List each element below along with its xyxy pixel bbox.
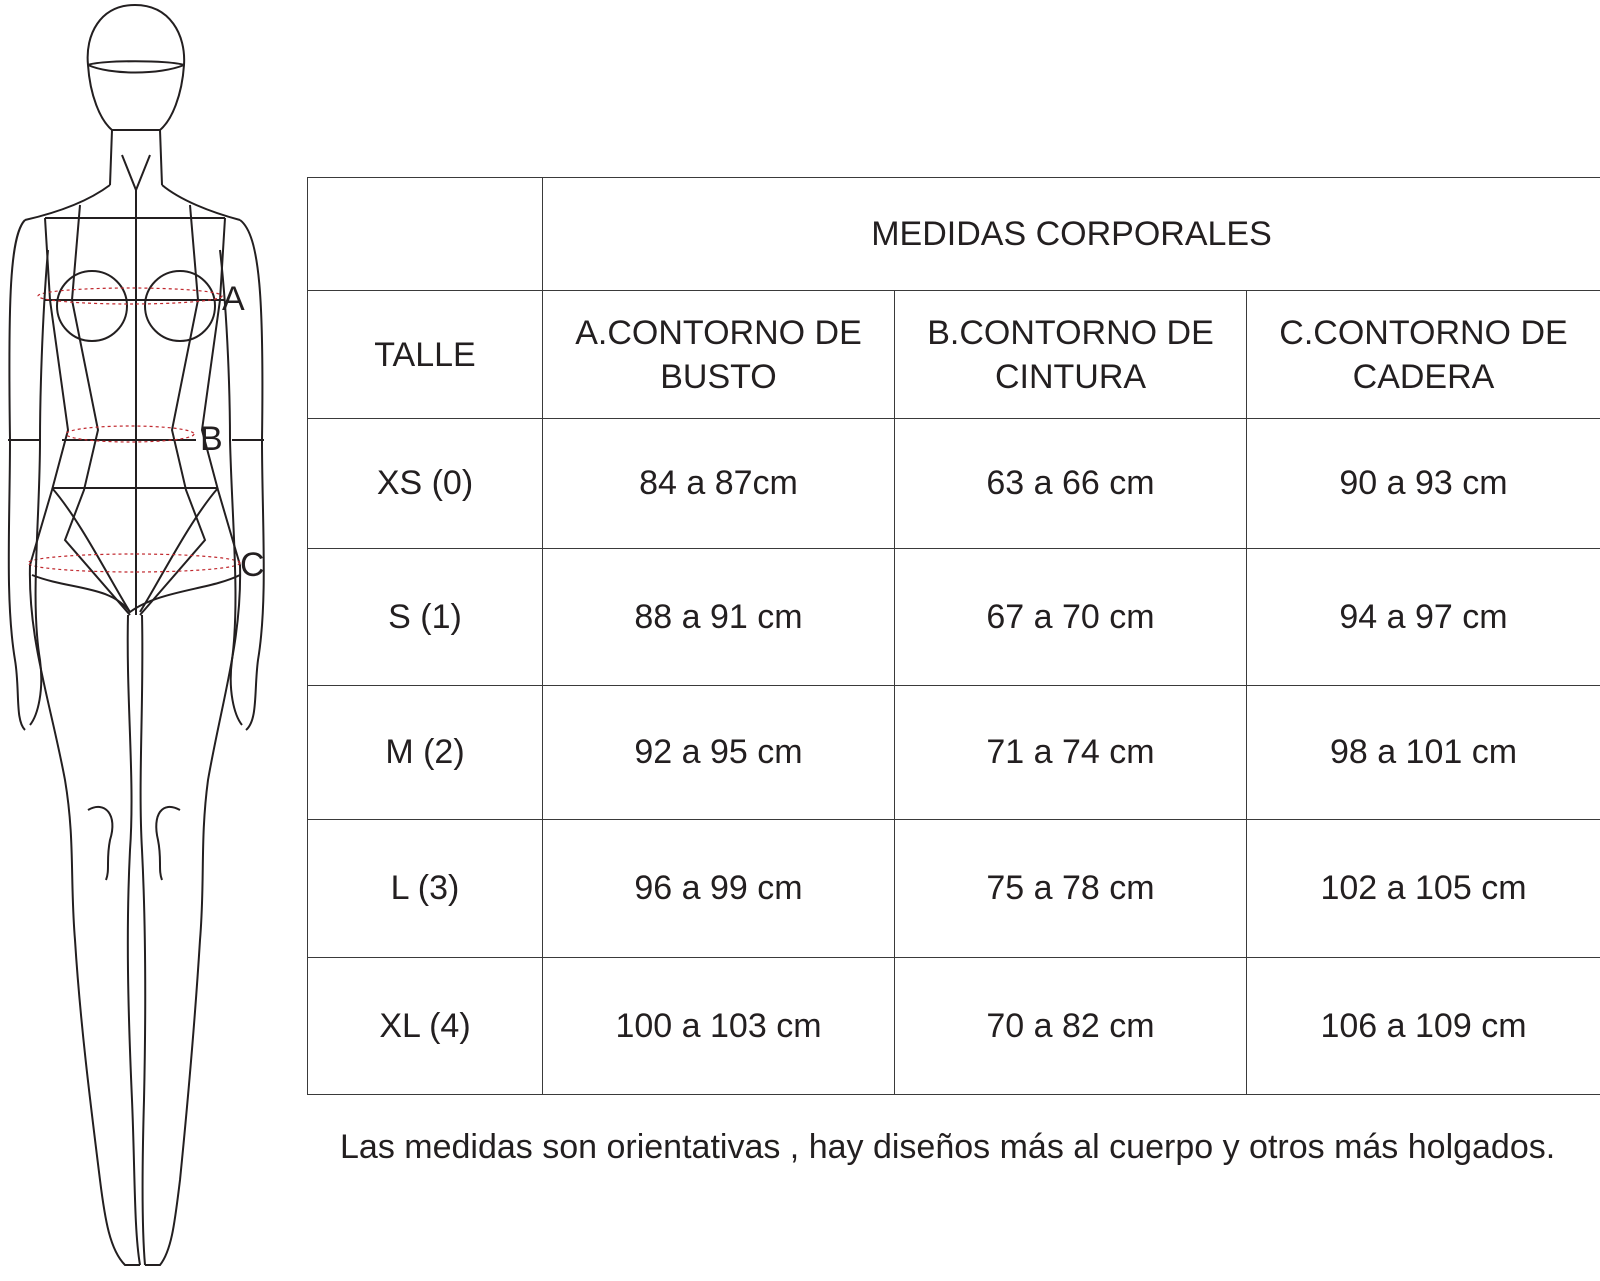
bust-right xyxy=(145,271,215,341)
table-title-row xyxy=(308,178,1600,291)
bust-cell: 88 a 91 cm xyxy=(543,549,895,685)
bust-cell: 96 a 99 cm xyxy=(543,820,895,957)
waist-cell: 63 a 66 cm xyxy=(895,418,1247,548)
hip-cell: 102 a 105 cm xyxy=(1247,820,1600,957)
size-cell: L (3) xyxy=(308,820,543,957)
footnote-disclaimer: Las medidas son orientativas , hay diseños más al cuerpo y otros más holgados. xyxy=(340,1128,1556,1166)
marker-b: B xyxy=(200,420,223,458)
hairline xyxy=(88,61,184,72)
empty-corner-cell xyxy=(308,178,543,291)
size-cell: XS (0) xyxy=(308,418,543,548)
waist-cell: 75 a 78 cm xyxy=(895,820,1247,957)
body-figure-illustration xyxy=(0,0,300,1281)
table-row xyxy=(308,418,1600,548)
waist-cell: 70 a 82 cm xyxy=(895,957,1247,1095)
right-leg-outer xyxy=(145,565,240,1265)
table-row xyxy=(308,957,1600,1095)
left-leg-inner xyxy=(128,615,140,1265)
right-knee xyxy=(156,807,180,880)
header-size: TALLE xyxy=(308,291,543,418)
hip-cell: 94 a 97 cm xyxy=(1247,549,1600,685)
bust-guide xyxy=(38,288,222,304)
size-chart-table xyxy=(307,177,1600,1095)
side-right xyxy=(202,218,240,565)
left-leg-outer xyxy=(30,565,140,1265)
croquis-svg xyxy=(0,0,300,1281)
bust-cell: 100 a 103 cm xyxy=(543,957,895,1095)
size-cell: M (2) xyxy=(308,685,543,819)
princess-right xyxy=(140,205,205,615)
bust-cell: 84 a 87cm xyxy=(543,418,895,548)
table-title: MEDIDAS CORPORALES xyxy=(543,178,1600,291)
marker-a: A xyxy=(222,280,245,318)
header-waist: B.CONTORNO DE CINTURA xyxy=(895,291,1247,418)
hip-guide xyxy=(28,554,240,572)
header-hip: C.CONTORNO DE CADERA xyxy=(1247,291,1600,418)
table-row xyxy=(308,685,1600,819)
bust-cell: 92 a 95 cm xyxy=(543,685,895,819)
bust-left xyxy=(57,271,127,341)
hip-cell: 90 a 93 cm xyxy=(1247,418,1600,548)
right-leg-inner xyxy=(141,615,146,1265)
marker-c: C xyxy=(240,546,265,584)
left-arm xyxy=(9,220,48,730)
table-row xyxy=(308,820,1600,957)
table-header-row xyxy=(308,291,1600,418)
hip-cell: 98 a 101 cm xyxy=(1247,685,1600,819)
header-bust: A.CONTORNO DE BUSTO xyxy=(543,291,895,418)
waist-cell: 71 a 74 cm xyxy=(895,685,1247,819)
size-cell: S (1) xyxy=(308,549,543,685)
hip-cell: 106 a 109 cm xyxy=(1247,957,1600,1095)
shoulder-line xyxy=(25,185,240,220)
table-row xyxy=(308,549,1600,685)
size-cell: XL (4) xyxy=(308,957,543,1095)
left-knee xyxy=(88,807,112,880)
neck xyxy=(110,130,162,190)
side-left xyxy=(30,218,68,565)
waist-cell: 67 a 70 cm xyxy=(895,549,1247,685)
head-outline xyxy=(88,5,185,130)
